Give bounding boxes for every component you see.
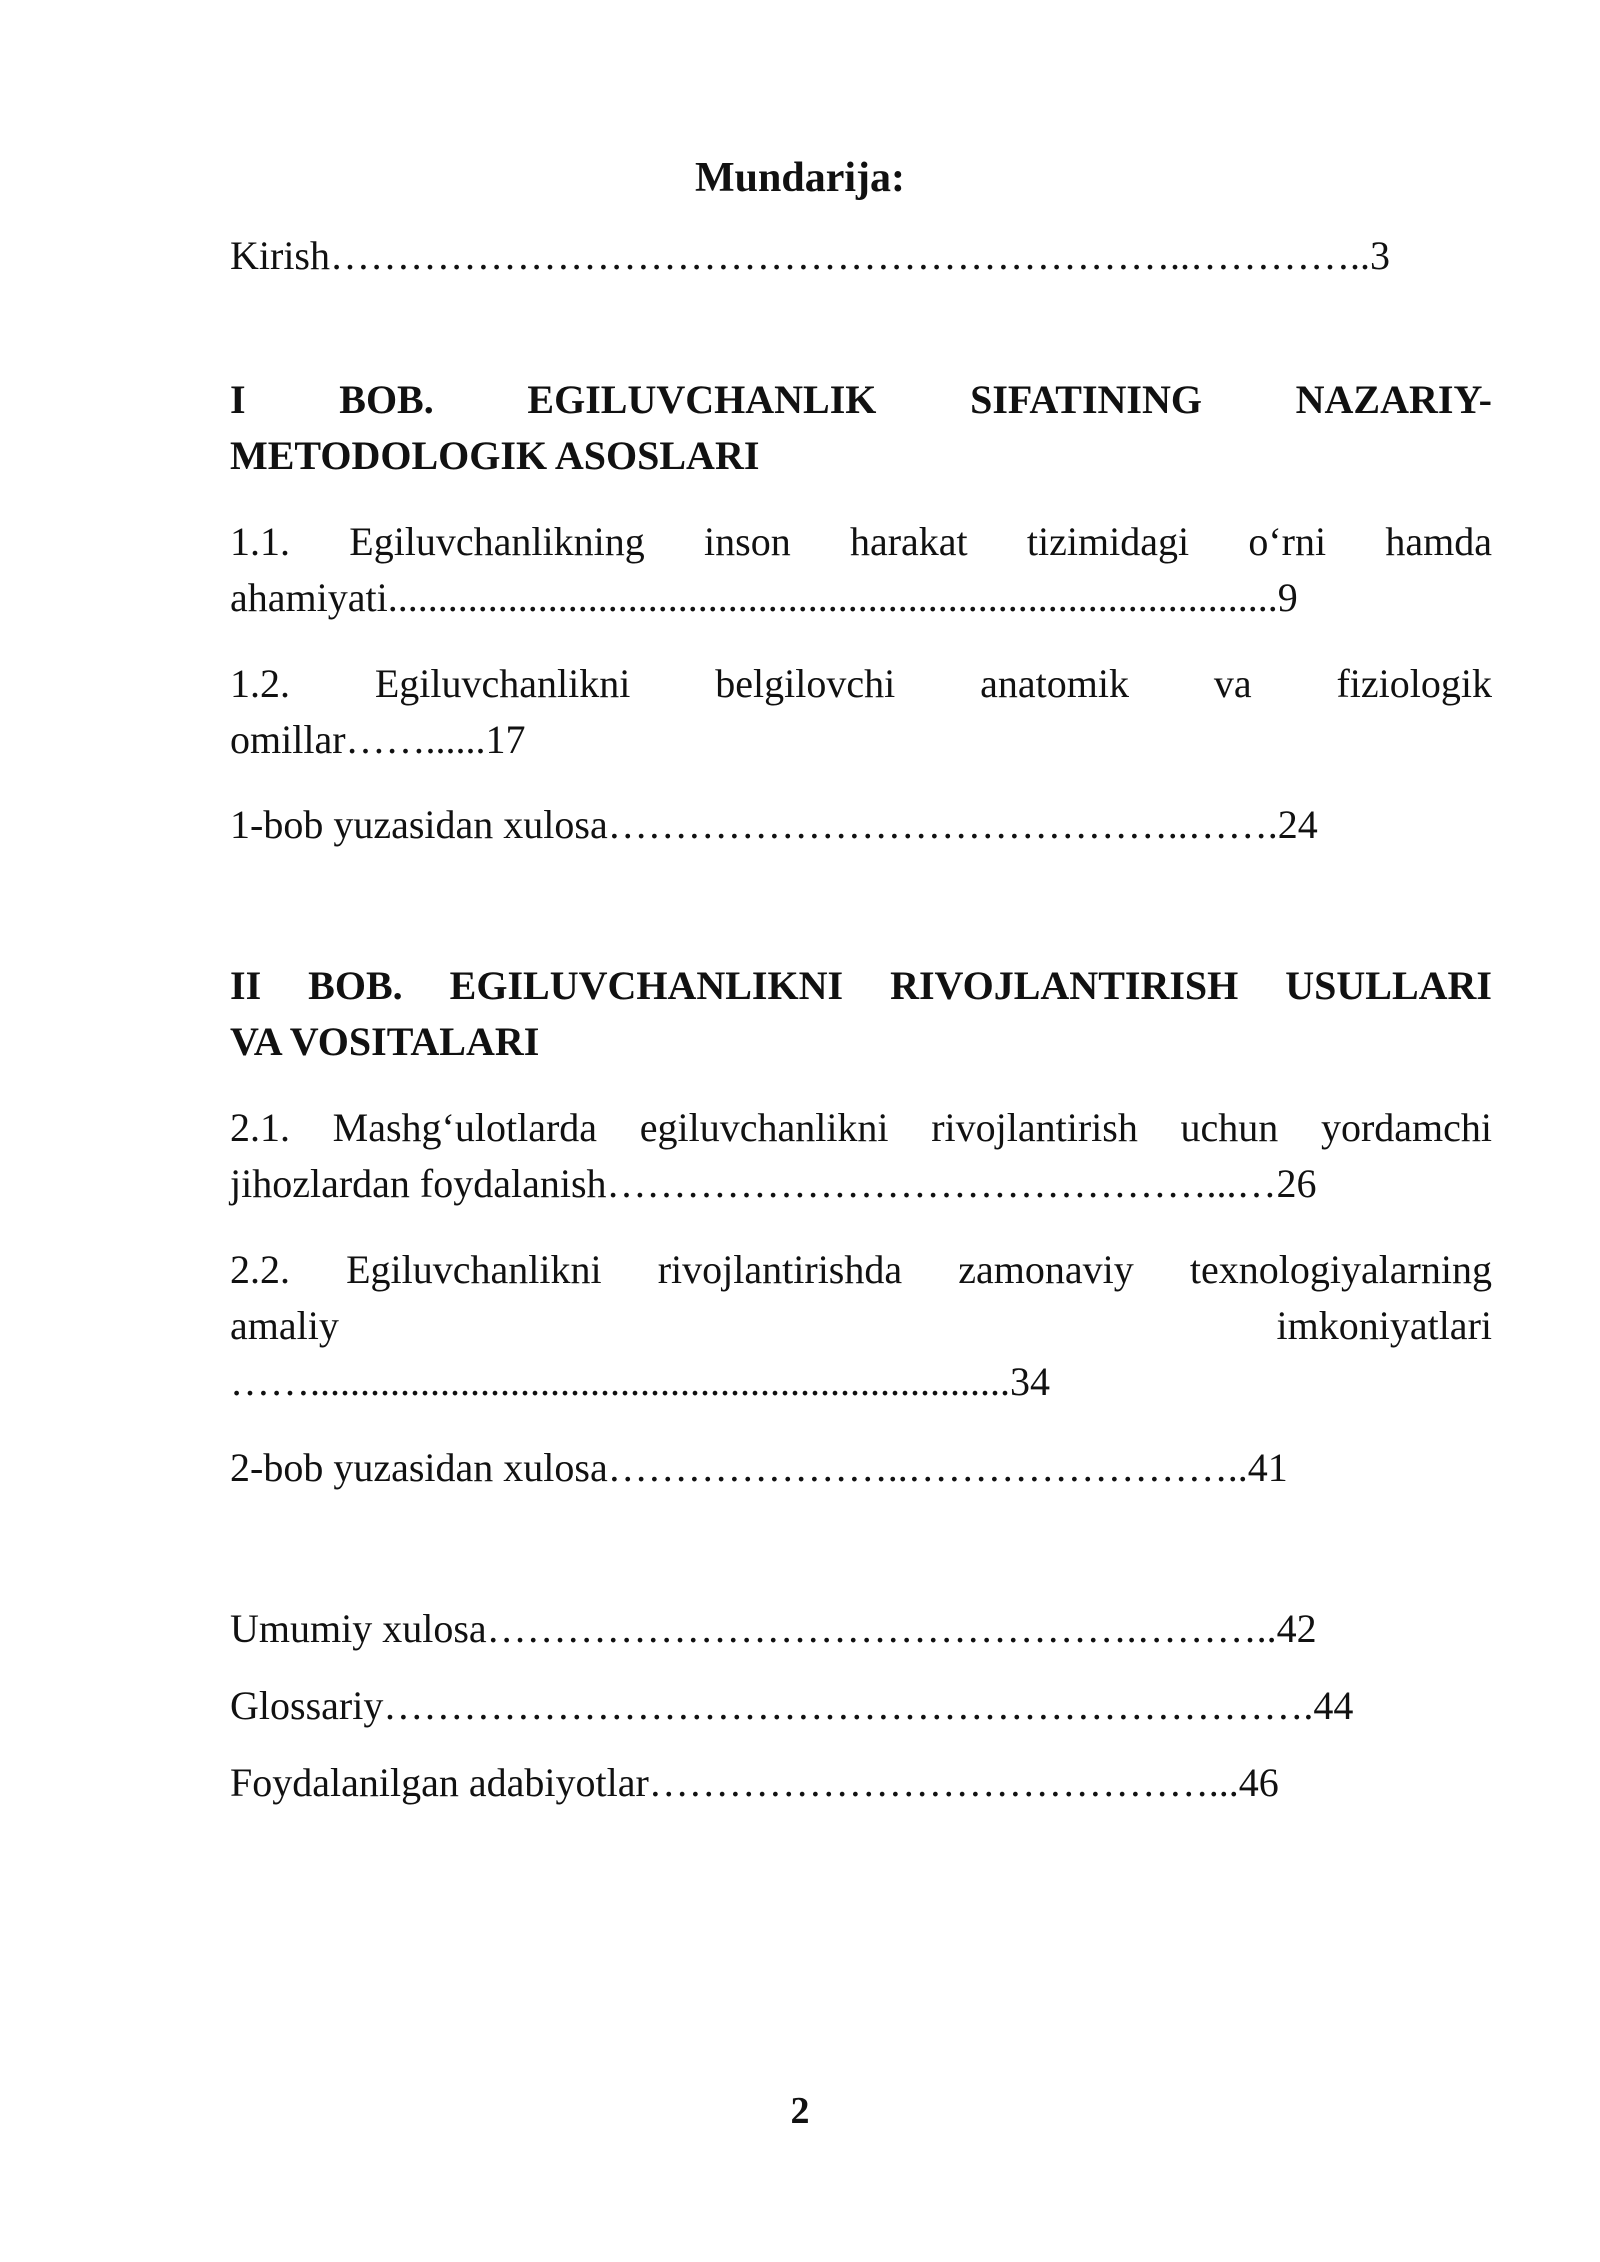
toc-section-2-2-line1: 2.2. Egiluvchanlikni rivojlantirishda zamonaviy texnologiyalarning bbox=[230, 1247, 1492, 1292]
toc-chapter-2-line1: II BOB. EGILUVCHANLIKNI RIVOJLANTIRISH USULLARI bbox=[230, 963, 1492, 1008]
toc-section-1-1-line1: 1.1. Egiluvchanlikning inson harakat tizimidagi o‘rni hamda bbox=[230, 519, 1492, 564]
page-title: Mundarija: bbox=[695, 155, 905, 201]
toc-section-2-2-line2 bbox=[230, 1298, 1492, 1354]
toc-entry-text: Foydalanilgan adabiyotlar……………………………………...46 bbox=[230, 1760, 1279, 1805]
toc-section-1-2-line1: 1.2. Egiluvchanlikni belgilovchi anatomik va fiziologik bbox=[230, 661, 1492, 706]
toc-entry-text: 1-bob yuzasidan xulosa……………………………………..…….24 bbox=[230, 802, 1318, 847]
toc-entry-text: 2-bob yuzasidan xulosa…………………..……………………..41 bbox=[230, 1445, 1288, 1490]
toc-section-2-1 bbox=[230, 1100, 1492, 1212]
toc-entry-xulosa-2 bbox=[230, 1440, 1492, 1496]
toc-section-1-2-line2: omillar……......17 bbox=[230, 717, 526, 762]
toc-section-2-2 bbox=[230, 1242, 1492, 1410]
toc-entry-xulosa-1 bbox=[230, 797, 1492, 853]
toc-section-2-2-line2-text: amaliy imkoniyatlari bbox=[230, 1303, 1492, 1348]
toc-section-2-1-line1: 2.1. Mashg‘ulotlarda egiluvchanlikni rivojlantirish uchun yordamchi bbox=[230, 1105, 1492, 1150]
toc-entry-text: Glossariy…………………………………………………………….44 bbox=[230, 1683, 1354, 1728]
toc-chapter-1-line2: METODOLOGIK ASOSLARI bbox=[230, 433, 760, 478]
toc-chapter-2 bbox=[230, 958, 1492, 1070]
page-number: 2 bbox=[790, 2090, 810, 2132]
toc-section-1-1 bbox=[230, 514, 1492, 626]
toc-chapter-2-line2: VA VOSITALARI bbox=[230, 1019, 540, 1064]
toc-entry-adabiyotlar bbox=[230, 1755, 1492, 1811]
toc-section-2-2-line3: ……......................................................................34 bbox=[230, 1359, 1050, 1404]
toc-entry-umumiy-xulosa bbox=[230, 1601, 1492, 1657]
toc-section-2-1-line2: jihozlardan foydalanish………………………………………...…26 bbox=[230, 1161, 1317, 1206]
toc-section-1-2 bbox=[230, 656, 1492, 768]
toc-chapter-1-line1: I BOB. EGILUVCHANLIK SIFATINING NAZARIY- bbox=[230, 377, 1492, 422]
toc-section-1-1-line2: ahamiyati.........................................................................................9 bbox=[230, 575, 1298, 620]
toc-entry-text: Kirish………………………………………………………..…………..3 bbox=[230, 233, 1390, 278]
toc-chapter-1 bbox=[230, 372, 1492, 484]
toc-entry-kirish bbox=[230, 228, 1492, 284]
toc-entry-text: Umumiy xulosa………………………………………….………..42 bbox=[230, 1606, 1317, 1651]
toc-entry-glossariy bbox=[230, 1678, 1492, 1734]
